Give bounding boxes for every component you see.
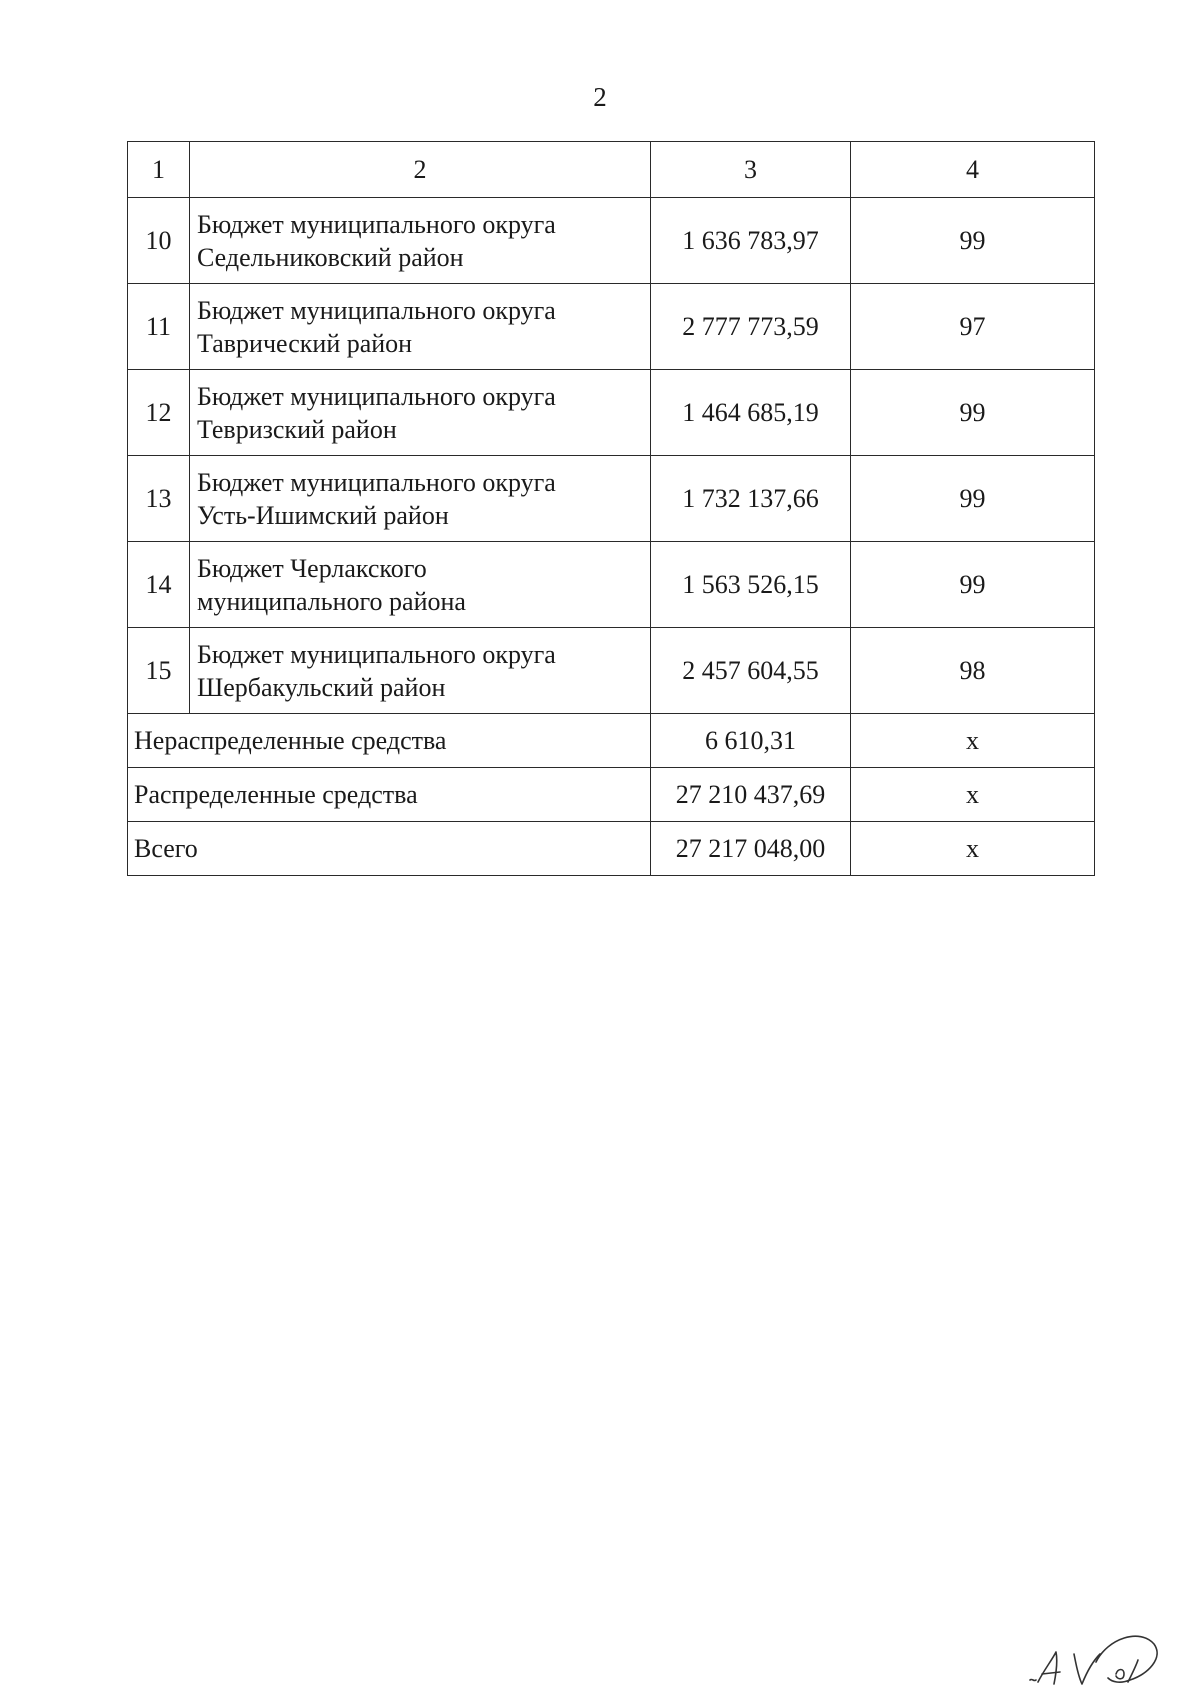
amount-cell: 1 636 783,97	[651, 198, 851, 284]
summary-row-total	[128, 822, 1095, 876]
row-number: 15	[128, 628, 190, 714]
percent-cell: 99	[851, 542, 1095, 628]
percent-cell: 99	[851, 370, 1095, 456]
table-row	[128, 628, 1095, 714]
row-number: 10	[128, 198, 190, 284]
budget-name-line: Бюджет Черлакского	[197, 553, 427, 583]
summary-amount: 6 610,31	[651, 714, 851, 768]
summary-amount: 27 210 437,69	[651, 768, 851, 822]
budget-name-line: Тевризский район	[197, 414, 397, 444]
budget-distribution-table	[127, 141, 1095, 876]
summary-mark: х	[851, 714, 1095, 768]
header-col-2: 2	[190, 142, 651, 198]
summary-mark: х	[851, 768, 1095, 822]
page-number: 2	[593, 82, 607, 112]
percent-cell: 98	[851, 628, 1095, 714]
table-header-row	[128, 142, 1095, 198]
budget-name-line: Бюджет муниципального округа	[197, 209, 556, 239]
budget-name-line: муниципального района	[197, 586, 466, 616]
percent-cell: 97	[851, 284, 1095, 370]
amount-cell: 2 457 604,55	[651, 628, 851, 714]
header-col-4: 4	[851, 142, 1095, 198]
header-col-3: 3	[651, 142, 851, 198]
amount-cell: 1 563 526,15	[651, 542, 851, 628]
budget-name	[190, 284, 651, 370]
row-number: 14	[128, 542, 190, 628]
table-row	[128, 542, 1095, 628]
budget-name-line: Таврический район	[197, 328, 413, 358]
amount-cell: 1 464 685,19	[651, 370, 851, 456]
row-number: 13	[128, 456, 190, 542]
summary-amount: 27 217 048,00	[651, 822, 851, 876]
budget-name-line: Седельниковский район	[197, 242, 464, 272]
table-row	[128, 284, 1095, 370]
table-row	[128, 370, 1095, 456]
budget-name-line: Усть-Ишимский район	[197, 500, 449, 530]
percent-cell: 99	[851, 198, 1095, 284]
summary-label: Всего	[128, 822, 651, 876]
summary-label: Нераспределенные средства	[128, 714, 651, 768]
percent-cell: 99	[851, 456, 1095, 542]
budget-name-line: Бюджет муниципального округа	[197, 467, 556, 497]
budget-name	[190, 198, 651, 284]
budget-name-line: Шербакульский район	[197, 672, 446, 702]
header-col-1: 1	[128, 142, 190, 198]
amount-cell: 1 732 137,66	[651, 456, 851, 542]
handwritten-signature	[1020, 1600, 1170, 1690]
budget-name	[190, 628, 651, 714]
row-number: 12	[128, 370, 190, 456]
summary-row-undistributed	[128, 714, 1095, 768]
budget-name	[190, 542, 651, 628]
summary-label: Распределенные средства	[128, 768, 651, 822]
summary-row-distributed	[128, 768, 1095, 822]
table-row	[128, 198, 1095, 284]
budget-name-line: Бюджет муниципального округа	[197, 639, 556, 669]
budget-name-line: Бюджет муниципального округа	[197, 295, 556, 325]
row-number: 11	[128, 284, 190, 370]
budget-name-line: Бюджет муниципального округа	[197, 381, 556, 411]
summary-mark: х	[851, 822, 1095, 876]
table-row	[128, 456, 1095, 542]
amount-cell: 2 777 773,59	[651, 284, 851, 370]
budget-name	[190, 370, 651, 456]
budget-name	[190, 456, 651, 542]
